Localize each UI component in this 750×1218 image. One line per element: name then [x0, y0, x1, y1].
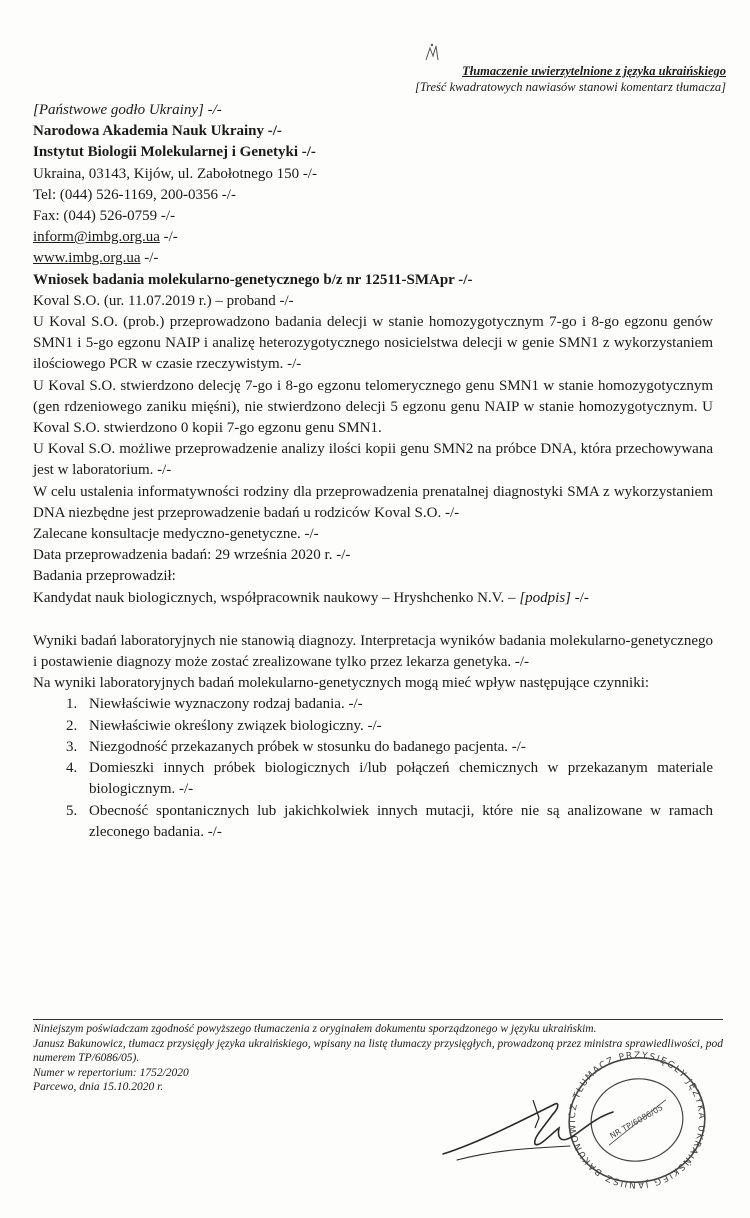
- document-body: [33, 100, 713, 843]
- list-item: 5. Obecność spontanicznych lub jakichkolwiek innych mutacji, które nie są analizowane w ramach zleconego badania. -/-: [81, 801, 713, 843]
- performed-by-label: Badania przeprowadził:: [33, 568, 176, 585]
- certification-header: Tłumaczenie uwierzytelnione z języka ukraińskiego: [462, 64, 726, 78]
- stamp-mark-icon: [422, 42, 442, 64]
- list-item: 3. Niezgodność przekazanych próbek w stosunku do badanego pacjenta. -/-: [81, 737, 713, 758]
- test-date: Data przeprowadzenia badań: 29 września 2020 r. -/-: [33, 547, 351, 564]
- institute-name: Instytut Biologii Molekularnej i Genetyki -/-: [33, 144, 316, 161]
- emblem-note: [Państwowe godło Ukrainy] -/-: [33, 102, 222, 118]
- spacer: [33, 609, 713, 631]
- certification-statement: Niniejszym poświadczam zgodność powyższego tłumaczenia z oryginałem dokumentu sporządzonego w języku ukraińskim.: [33, 1023, 597, 1035]
- factors-intro: Na wyniki laboratoryjnych badań molekularno-genetycznych mogą mieć wpływ następujące czynniki:: [33, 675, 650, 692]
- translator-identity: Janusz Bakunowicz, tłumacz przysięgły języka ukraińskiego, wpisany na listę tłumaczy przysięgłych, prowadzoną przez ministra sprawiedliwości, pod numerem TP/6086/05).: [33, 1037, 723, 1064]
- list-item: 4. Domieszki innych próbek biologicznych i/lub połączeń chemicznych w przekazanym materiale biologicznym. -/-: [81, 758, 713, 800]
- email-line: inform@imbg.org.ua -/-: [33, 229, 178, 246]
- repertory-number: Numer w repertorium: 1752/2020: [33, 1066, 189, 1079]
- website-line: www.imbg.org.ua -/-: [33, 250, 159, 267]
- handwritten-signature-icon: [435, 1088, 625, 1168]
- address: Ukraina, 03143, Kijów, ul. Zabołotnego 150 -/-: [33, 165, 317, 182]
- disclaimer-paragraph: Wyniki badań laboratoryjnych nie stanowią diagnozy. Interpretacja wyników badania molekularno-genetycznego i postawienie diagnozy może zostać zrealizowane tylko przez lekarza genetyka. -/-: [33, 632, 713, 671]
- list-item: 1. Niewłaściwie wyznaczony rodzaj badania. -/-: [81, 694, 713, 715]
- paragraph-smn2: U Koval S.O. możliwe przeprowadzenie analizy ilości kopii genu SMN2 na próbce DNA, która przechowywana jest w laboratorium. -/-: [33, 441, 713, 479]
- list-item: 2. Niewłaściwie określony związek biologiczny. -/-: [81, 716, 713, 737]
- seal-ring-text: JANUSZ BAKUNOWICZ TŁUMACZ PRZYSIĘGŁY JĘZYKA UKRAIŃSKIEGO: [567, 1050, 707, 1190]
- patient-line: Koval S.O. (ur. 11.07.2019 r.) – proband -/-: [33, 292, 294, 309]
- factors-list: [33, 694, 713, 842]
- website-link[interactable]: www.imbg.org.ua: [33, 250, 141, 267]
- translator-note: [Treść kwadratowych nawiasów stanowi komentarz tłumacza]: [414, 80, 726, 94]
- telephone: Tel: (044) 526-1169, 200-0356 -/-: [33, 186, 236, 203]
- paragraph-consultation: Zalecane konsultacje medyczno-genetyczne. -/-: [33, 526, 319, 543]
- paragraph-methods: U Koval S.O. (prob.) przeprowadzono badania delecji w stanie homozygotycznym 7-go i 8-go egzonu genów SMN1 i 5-go egzonu NAIP i analizę heterozygotycznego nosicielstwa delecji w genie SMN1 z wykorzystaniem ilościowego PCR w czasie rzeczywistym. -/-: [33, 314, 713, 373]
- researcher-line: Kandydat nauk biologicznych, współpracownik naukowy – Hryshchenko N.V. – [podpis] -/-: [33, 589, 589, 606]
- place-date: Parcewo, dnia 15.10.2020 r.: [33, 1081, 164, 1093]
- fax: Fax: (044) 526-0759 -/-: [33, 208, 176, 225]
- academy-name: Narodowa Akademia Nauk Ukrainy -/-: [33, 123, 282, 140]
- footer-divider: [33, 1019, 723, 1020]
- seal-number: NR TP/6086/05: [608, 1102, 665, 1141]
- email-link[interactable]: inform@imbg.org.ua: [33, 229, 160, 246]
- paragraph-findings: U Koval S.O. stwierdzono delecję 7-go i 8-go egzonu telomerycznego genu SMN1 w stanie homozygotycznym (gen rdzeniowego zaniku mięśni), nie stwierdzono delecji 5 egzonu genu NAIP w stanie homozygotycznym. U Koval S.O. stwierdzono 0 kopii 7-go egzonu genu SMN1.: [33, 377, 713, 437]
- signature-note: [podpis]: [519, 589, 571, 606]
- report-title: Wniosek badania molekularno-genetycznego b/z nr 12511-SMApr -/-: [33, 271, 473, 288]
- paragraph-prenatal: W celu ustalenia informatywności rodziny dla przeprowadzenia prenatalnej diagnostyki SMA z wykorzystaniem DNA niezbędne jest przeprowadzenie badań u rodziców Koval S.O. -/-: [33, 483, 713, 521]
